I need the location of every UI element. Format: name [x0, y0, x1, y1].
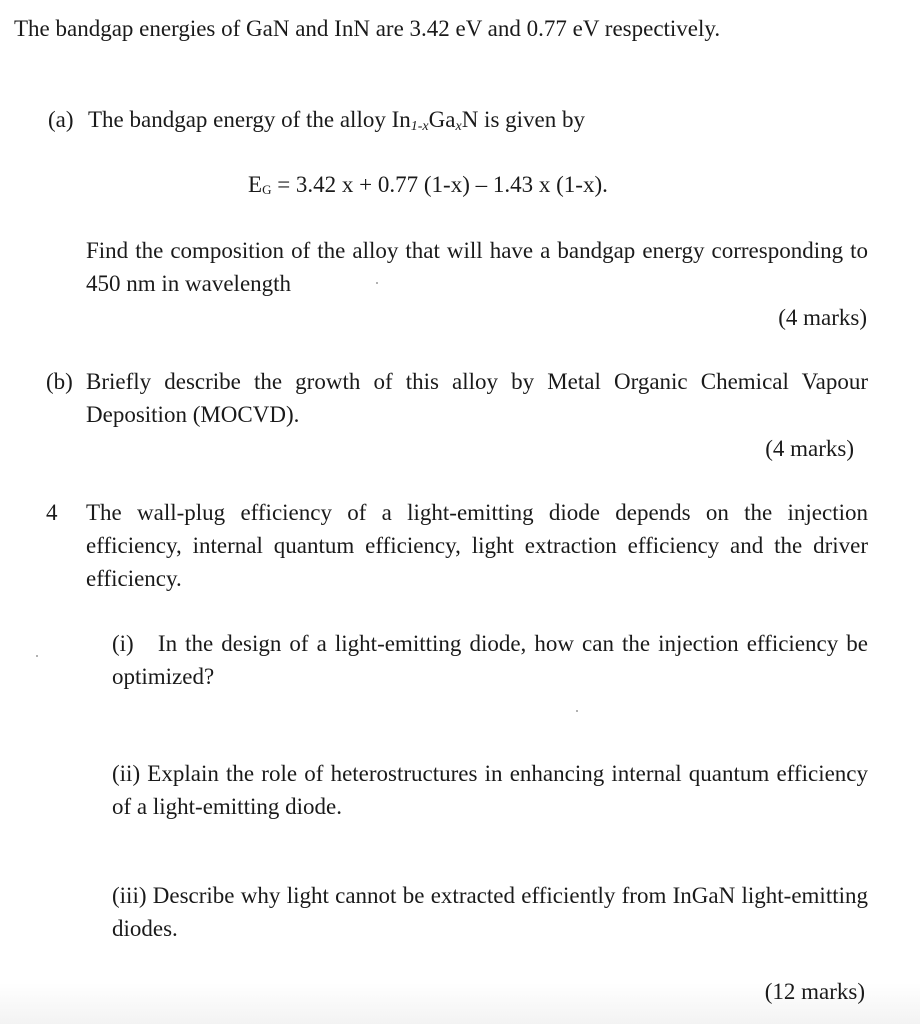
q4-text: The wall-plug efficiency of a light-emitting diode depends on the injection efficiency, internal quantum efficiency, light extraction efficiency and the driver efficiency. — [86, 500, 868, 591]
scan-speck — [576, 710, 578, 712]
part-a-sub2: x — [455, 119, 462, 134]
part-a-marks: (4 marks) — [778, 305, 867, 330]
q4-item-iii-label: (iii) — [112, 883, 147, 908]
part-a-sub1: 1-x — [410, 119, 429, 134]
q4-item-i — [112, 627, 868, 693]
bandgap-equation — [248, 168, 608, 201]
part-a-lead-text: The bandgap energy of the alloy In — [88, 107, 411, 132]
q4-marks: (12 marks) — [764, 979, 865, 1004]
scan-speck — [376, 282, 378, 284]
part-a-question: Find the composition of the alloy that will have a bandgap energy corresponding to 450 nm in wavelength — [86, 238, 868, 296]
part-a-label: (a) — [48, 107, 74, 132]
part-b-label: (b) — [46, 369, 73, 394]
part-a-lead — [88, 103, 585, 136]
part-b-marks: (4 marks) — [765, 436, 854, 461]
equation-lhs: E — [248, 172, 263, 197]
q4-item-ii — [112, 757, 868, 823]
equation-lhs-sub: G — [262, 182, 272, 197]
part-b-text: Briefly describe the growth of this alloy by Metal Organic Chemical Vapour Deposition (MOCVD). — [86, 369, 868, 427]
q4-item-ii-text: Explain the role of heterostructures in enhancing internal quantum efficiency of a light-emitting diode. — [112, 761, 868, 819]
part-a-mid: Ga — [428, 107, 456, 132]
intro-text: The bandgap energies of GaN and InN are 3.42 eV and 0.77 eV respectively. — [14, 16, 721, 41]
q4-item-i-text: In the design of a light-emitting diode, how can the injection efficiency be optimized? — [112, 631, 868, 689]
part-a-tail: N is given by — [461, 107, 585, 132]
q4-number: 4 — [46, 500, 58, 525]
q4-item-iii-text: Describe why light cannot be extracted efficiently from InGaN light-emitting diodes. — [112, 883, 868, 941]
q4-item-ii-label: (ii) — [112, 761, 141, 786]
q4-item-iii — [112, 879, 868, 945]
equation-rhs: = 3.42 x + 0.77 (1-x) – 1.43 x (1-x). — [271, 172, 608, 197]
scan-speck — [36, 655, 38, 657]
q4-item-i-label: (i) — [112, 631, 134, 656]
